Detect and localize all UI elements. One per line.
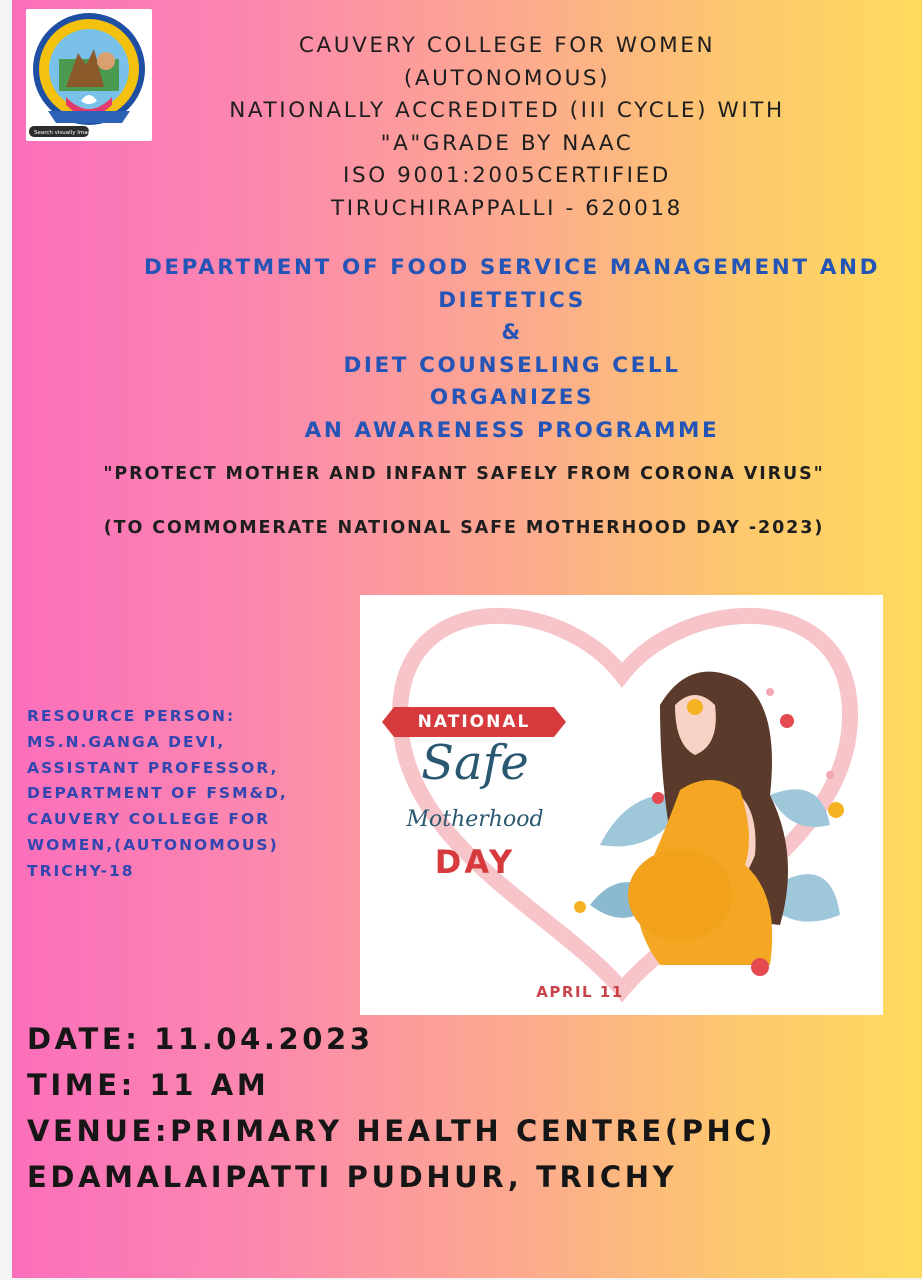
event-place: EDAMALAIPATTI PUDHUR, TRICHY bbox=[27, 1160, 678, 1194]
event-venue: VENUE:PRIMARY HEALTH CENTRE(PHC) bbox=[27, 1114, 777, 1148]
department-line: DEPARTMENT OF FOOD SERVICE MANAGEMENT AND bbox=[143, 255, 881, 280]
day-label: DAY bbox=[434, 843, 516, 881]
header-line: (AUTONOMOUS) bbox=[403, 65, 611, 91]
safe-title: Safe bbox=[421, 735, 529, 791]
resource-line: MS.N.GANGA DEVI, bbox=[27, 732, 226, 751]
resource-line: ASSISTANT PROFESSOR, bbox=[27, 758, 279, 777]
header-line: NATIONALLY ACCREDITED (III CYCLE) WITH bbox=[229, 98, 785, 123]
department-line: ORGANIZES bbox=[429, 385, 595, 410]
department-line: DIET COUNSELING CELL bbox=[343, 352, 681, 378]
header-line: TIRUCHIRAPPALLI - 620018 bbox=[331, 195, 683, 221]
college-header bbox=[162, 30, 852, 225]
event-date: DATE: 11.04.2023 bbox=[27, 1022, 374, 1056]
motherhood-subtitle: Motherhood bbox=[406, 807, 544, 832]
resource-line: RESOURCE PERSON: bbox=[27, 707, 236, 725]
college-logo bbox=[26, 9, 152, 141]
poster bbox=[12, 0, 922, 1278]
resource-person bbox=[27, 704, 357, 885]
resource-line: CAUVERY COLLEGE FOR bbox=[27, 810, 271, 829]
national-badge: NATIONAL bbox=[394, 707, 554, 737]
programme-occasion: (TO COMMOMERATE NATIONAL SAFE MOTHERHOOD DAY -2023) bbox=[103, 518, 825, 538]
resource-line: TRICHY-18 bbox=[27, 861, 135, 880]
svg-text:Search visually Images: Search visually Images bbox=[34, 130, 98, 136]
header-line: CAUVERY COLLEGE FOR WOMEN bbox=[298, 33, 716, 58]
department-line: AN AWARENESS PROGRAMME bbox=[304, 417, 720, 443]
motherhood-day-illustration bbox=[360, 595, 883, 1015]
header-line: ISO 9001:2005CERTIFIED bbox=[343, 163, 671, 188]
resource-line: WOMEN,(AUTONOMOUS) bbox=[27, 835, 279, 854]
april-date: APRIL 11 bbox=[536, 983, 624, 1001]
department-line: DIETETICS bbox=[438, 287, 586, 313]
programme-theme: "PROTECT MOTHER AND INFANT SAFELY FROM CORONA VIRUS" bbox=[103, 464, 825, 484]
department-line: & bbox=[501, 320, 523, 345]
event-time: TIME: 11 AM bbox=[27, 1068, 270, 1102]
pregnant-woman-illustration bbox=[360, 595, 883, 1015]
event-details bbox=[27, 1016, 907, 1200]
header-line: "A"GRADE BY NAAC bbox=[380, 130, 634, 156]
resource-line: DEPARTMENT OF FSM&D, bbox=[27, 784, 288, 803]
department-block bbox=[72, 252, 922, 447]
